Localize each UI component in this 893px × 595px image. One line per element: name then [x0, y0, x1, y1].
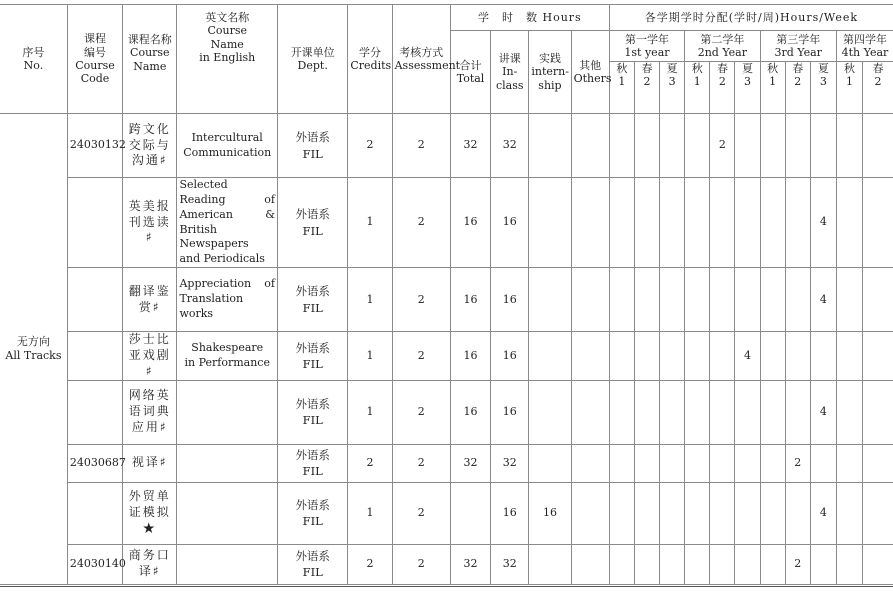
- weekly-hours: [836, 380, 862, 444]
- weekly-hours: [634, 268, 659, 332]
- weekly-hours: [609, 482, 634, 544]
- weekly-hours: [609, 178, 634, 268]
- term-header: 秋 1: [760, 62, 785, 114]
- total-hours: 16: [450, 178, 490, 268]
- course-assessment: 2: [392, 178, 450, 268]
- term-header: 春 2: [710, 62, 735, 114]
- weekly-hours: [660, 482, 685, 544]
- weekly-hours: [810, 114, 836, 178]
- internship-hours: [529, 178, 571, 268]
- weekly-hours: [685, 332, 710, 380]
- weekly-hours: [634, 380, 659, 444]
- total-hours-header: 合计 Total: [450, 31, 490, 114]
- seq-header: 序号 No.: [0, 5, 67, 114]
- weekly-hours: [660, 544, 685, 584]
- year-1-header: 第一学年 1st year: [609, 31, 684, 62]
- course-english-name: [177, 380, 278, 444]
- course-dept: 外语系 FIL: [278, 544, 348, 584]
- weekly-hours: [710, 482, 735, 544]
- course-english-name: Shakespeare in Performance: [177, 332, 278, 380]
- weekly-hours: [685, 178, 710, 268]
- course-english-name: Intercultural Communication: [177, 114, 278, 178]
- other-hours: [571, 482, 609, 544]
- course-assessment: 2: [392, 268, 450, 332]
- english-name-header: 英文名称 Course Name in English: [177, 5, 278, 114]
- weekly-hours: [785, 380, 810, 444]
- weekly-hours: [710, 178, 735, 268]
- dept-header: 开课单位 Dept.: [278, 5, 348, 114]
- weekly-hours: [710, 268, 735, 332]
- year-3-header: 第三学年 3rd Year: [760, 31, 836, 62]
- weekly-hours: [735, 444, 760, 482]
- inclass-hours: 16: [491, 268, 529, 332]
- inclass-hours: 32: [491, 544, 529, 584]
- weekly-hours: 4: [735, 332, 760, 380]
- course-name-header: 课程名称 Course Name: [123, 5, 177, 114]
- weekly-hours: [836, 544, 862, 584]
- weekly-hours: [660, 178, 685, 268]
- weekly-hours: [760, 114, 785, 178]
- course-name: 网络英语词典应用♯: [123, 380, 177, 444]
- year-4-header: 第四学年 4th Year: [836, 31, 893, 62]
- course-row: [0, 444, 893, 482]
- credits-header: 学分 Credits: [348, 5, 392, 114]
- course-name: 商务口译♯: [123, 544, 177, 584]
- weekly-hours: [735, 178, 760, 268]
- weekly-hours: [863, 482, 893, 544]
- total-hours: [450, 482, 490, 544]
- term-header: 春 2: [634, 62, 659, 114]
- weekly-hours: [863, 332, 893, 380]
- other-hours: [571, 332, 609, 380]
- course-credits: 1: [348, 482, 392, 544]
- internship-hours: 16: [529, 482, 571, 544]
- weekly-hours: [660, 380, 685, 444]
- course-credits: 1: [348, 332, 392, 380]
- weekly-hours: [760, 268, 785, 332]
- other-hours-header: 其他 Others: [571, 31, 609, 114]
- course-code: [67, 332, 122, 380]
- course-dept: 外语系 FIL: [278, 444, 348, 482]
- term-header: 夏 3: [660, 62, 685, 114]
- weekly-hours: [634, 114, 659, 178]
- internship-hours: [529, 444, 571, 482]
- weekly-hours: [735, 268, 760, 332]
- weekly-hours: [710, 444, 735, 482]
- weekly-hours: [660, 114, 685, 178]
- course-name: 视译♯: [123, 444, 177, 482]
- weekly-hours: [660, 268, 685, 332]
- weekly-hours: [785, 268, 810, 332]
- course-english-name: [177, 544, 278, 584]
- weekly-hours: [609, 268, 634, 332]
- hours-group-header: 学 时 数 Hours: [450, 5, 609, 31]
- course-english-name: [177, 444, 278, 482]
- weekly-hours: [785, 482, 810, 544]
- internship-hours: [529, 544, 571, 584]
- weekly-hours: [810, 444, 836, 482]
- term-header: 春 2: [785, 62, 810, 114]
- weekly-hours: [609, 332, 634, 380]
- course-assessment: 2: [392, 544, 450, 584]
- weekly-hours: [660, 332, 685, 380]
- course-english-name: Selected Reading of American & British Newspapers and Periodicals: [177, 178, 278, 268]
- weekly-hours: [685, 380, 710, 444]
- weekly-hours: 4: [810, 178, 836, 268]
- course-code: [67, 178, 122, 268]
- weekly-hours: [634, 332, 659, 380]
- total-hours: 32: [450, 114, 490, 178]
- weekly-hours: [863, 380, 893, 444]
- course-english-name: [177, 482, 278, 544]
- other-hours: [571, 268, 609, 332]
- inclass-hours: 32: [491, 114, 529, 178]
- inclass-hours: 16: [491, 380, 529, 444]
- inclass-hours: 16: [491, 482, 529, 544]
- course-name: 英美报刊选读♯: [123, 178, 177, 268]
- internship-hours: [529, 114, 571, 178]
- course-name: 翻译鉴赏♯: [123, 268, 177, 332]
- weekly-hours: [836, 332, 862, 380]
- weekly-hours: [810, 544, 836, 584]
- course-name: 外贸单证模拟★: [123, 482, 177, 544]
- weekly-hours: [634, 482, 659, 544]
- total-hours: 32: [450, 444, 490, 482]
- course-code: [67, 380, 122, 444]
- weekly-hours: [785, 178, 810, 268]
- course-row: [0, 114, 893, 178]
- total-hours: 16: [450, 268, 490, 332]
- weekly-hours: [836, 482, 862, 544]
- weekly-hours: [836, 114, 862, 178]
- total-hours: 32: [450, 544, 490, 584]
- course-code: 24030132: [67, 114, 122, 178]
- weekly-hours: [863, 444, 893, 482]
- weekly-hours: [760, 544, 785, 584]
- weekly-hours: [685, 544, 710, 584]
- weekly-hours: 2: [785, 544, 810, 584]
- weekly-hours: [863, 268, 893, 332]
- course-row: [0, 268, 893, 332]
- other-hours: [571, 178, 609, 268]
- weekly-hours: [735, 114, 760, 178]
- weekly-hours: [609, 380, 634, 444]
- weekly-hours: [760, 178, 785, 268]
- internship-hours: [529, 268, 571, 332]
- curriculum-table: [0, 4, 893, 585]
- course-credits: 2: [348, 544, 392, 584]
- course-dept: 外语系 FIL: [278, 482, 348, 544]
- course-credits: 1: [348, 178, 392, 268]
- internship-hours-header: 实践 intern- ship: [529, 31, 571, 114]
- total-hours: 16: [450, 332, 490, 380]
- course-code-header: 课程 编号 Course Code: [67, 5, 122, 114]
- inclass-hours: 32: [491, 444, 529, 482]
- weekly-hours: 4: [810, 482, 836, 544]
- weekly-hours: [685, 114, 710, 178]
- weekly-hours: [710, 380, 735, 444]
- other-hours: [571, 114, 609, 178]
- weekly-hours: [685, 444, 710, 482]
- weekly-hours: [760, 380, 785, 444]
- course-credits: 2: [348, 114, 392, 178]
- weekly-hours: [735, 482, 760, 544]
- weekly-hours: 2: [785, 444, 810, 482]
- weekly-hours: [863, 114, 893, 178]
- weekly-hours: 4: [810, 268, 836, 332]
- course-code: [67, 482, 122, 544]
- inclass-hours: 16: [491, 332, 529, 380]
- course-row: [0, 380, 893, 444]
- weekly-hours: [785, 332, 810, 380]
- weekly-hours: [710, 332, 735, 380]
- course-credits: 1: [348, 268, 392, 332]
- course-name: 莎士比亚戏剧♯: [123, 332, 177, 380]
- weekly-hours: [785, 114, 810, 178]
- term-header: 夏 3: [735, 62, 760, 114]
- course-code: 24030140: [67, 544, 122, 584]
- course-row: [0, 332, 893, 380]
- term-header: 夏 3: [810, 62, 836, 114]
- weekly-hours: [836, 268, 862, 332]
- weekly-hours: [836, 178, 862, 268]
- weekly-hours: [863, 544, 893, 584]
- track-group-label: 无方向 All Tracks: [0, 114, 67, 585]
- weekly-hours: 4: [810, 380, 836, 444]
- course-code: [67, 268, 122, 332]
- weekly-hours: [760, 444, 785, 482]
- internship-hours: [529, 380, 571, 444]
- weekly-hours: [810, 332, 836, 380]
- weekly-hours: [609, 114, 634, 178]
- course-assessment: 2: [392, 114, 450, 178]
- weekly-hours: [609, 444, 634, 482]
- other-hours: [571, 444, 609, 482]
- course-row: [0, 482, 893, 544]
- weekly-hours: [685, 482, 710, 544]
- weekly-hours: [735, 380, 760, 444]
- course-assessment: 2: [392, 444, 450, 482]
- course-row: [0, 178, 893, 268]
- course-credits: 1: [348, 380, 392, 444]
- weekly-hours: [760, 482, 785, 544]
- course-dept: 外语系 FIL: [278, 178, 348, 268]
- course-credits: 2: [348, 444, 392, 482]
- course-row: [0, 544, 893, 584]
- inclass-hours: 16: [491, 178, 529, 268]
- semester-group-header: 各学期学时分配(学时/周)Hours/Week: [609, 5, 893, 31]
- course-dept: 外语系 FIL: [278, 380, 348, 444]
- weekly-hours: [634, 178, 659, 268]
- other-hours: [571, 544, 609, 584]
- weekly-hours: [634, 544, 659, 584]
- weekly-hours: [609, 544, 634, 584]
- course-assessment: 2: [392, 482, 450, 544]
- course-english-name: Appreciation of Translation works: [177, 268, 278, 332]
- course-code: 24030687: [67, 444, 122, 482]
- internship-hours: [529, 332, 571, 380]
- weekly-hours: 2: [710, 114, 735, 178]
- total-hours: 16: [450, 380, 490, 444]
- bottom-rule: [0, 586, 893, 587]
- assessment-header: 考核方式 Assessment: [392, 5, 450, 114]
- weekly-hours: [710, 544, 735, 584]
- year-2-header: 第二学年 2nd Year: [685, 31, 760, 62]
- course-body: [0, 114, 893, 585]
- weekly-hours: [685, 268, 710, 332]
- term-header: 春 2: [863, 62, 893, 114]
- other-hours: [571, 380, 609, 444]
- weekly-hours: [836, 444, 862, 482]
- term-header: 秋 1: [609, 62, 634, 114]
- term-header: 秋 1: [836, 62, 862, 114]
- course-dept: 外语系 FIL: [278, 332, 348, 380]
- inclass-hours-header: 讲课 In- class: [491, 31, 529, 114]
- course-assessment: 2: [392, 332, 450, 380]
- term-header: 秋 1: [685, 62, 710, 114]
- course-dept: 外语系 FIL: [278, 268, 348, 332]
- course-assessment: 2: [392, 380, 450, 444]
- weekly-hours: [634, 444, 659, 482]
- weekly-hours: [863, 178, 893, 268]
- course-name: 跨文化交际与沟通♯: [123, 114, 177, 178]
- weekly-hours: [760, 332, 785, 380]
- weekly-hours: [735, 544, 760, 584]
- course-dept: 外语系 FIL: [278, 114, 348, 178]
- weekly-hours: [660, 444, 685, 482]
